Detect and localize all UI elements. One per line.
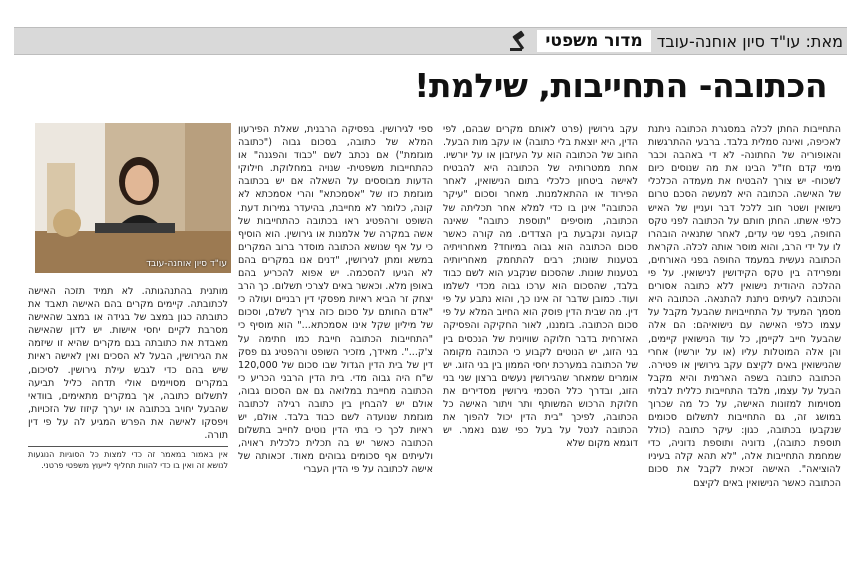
header-inner — [509, 28, 843, 54]
article-column-4-text: מותנית בהתנהגותה. לא תמיד תזכה האישה לכתובתה. קיימים מקרים בהם האישה תאבד את כתובתה כגון במצב של בגידה או במצב שהאישה מסרבת לקיים יחסי אישות. יש לדון שהאישה מאבדת את כתובתה בגם מקרים שהיא זו שיזמה את הגירושין, הבעל לא הסכים ואין לאישה ראיות שיש בהם כדי לגבש עילת גירושין. לסיכום, במקרים מסויימים אולי תדחה כליל תביעה לתשלום כתובה, אך במקרים מתאימים, בוודאי שהבעל יחויב בכתובה או יערך קיזוז של הזכויות, ויפסקו לאישה את הפרש המגיע לה על פי דין תורה. — [28, 286, 228, 442]
article-column-4 — [28, 285, 228, 565]
photo-caption: עו"ד סיון אוחנה-עובד — [146, 259, 227, 269]
section-header-bar — [14, 27, 847, 55]
legal-disclaimer: אין באמור במאמר זה כדי למצות כל הסוגיות הנוגעות לנושא זה ואין בו כדי להוות תחליף לייעוץ משפטי פרטני. — [28, 446, 228, 471]
article-column-3: ספי לגירושין. בפסיקה הרבנית, שאלת הפירעון המלא של כתובה, בסכום גבוה ("כתובה מוגזמת") אם נכתב לשם "כבוד והפגנה" או כהתחייבות משפטית- שנויה במחלוקת. חילוקי הדעות מבוססים על השאלה אם יש בכתובה מוגזמת כזו של "אסמכתא" והרי אסמכתא לא קונה, כלומר לא מחייבת, בהיעדר גמירות דעת. השופט ורהפטיג ראו בכתובה כהתחייבות של אשה במקרה של אלמנות או גירושין. הוא הוסיף כי על אף שנושא הכתובה מוסדר ברוב המקרים במשא ומתן לגירושין, "דנים אנו במקרים בהם לא הגיעו להסכמה. יש אפוא להכריע בהם באופן מלא. וכאשר באים לצרכי תשלום. כך הרב יצחק זר הביא ראיות מפסקי דין רבניים ועולה כי "אדם החותם על סכום כזה צריך לשלם, וסכום של מיליון שקל אינו אסמכתא..." הוא מוסיף כי "התחייבות הכתובה חייבת כמו חתימה על צ'ק...". מאידך, מזכיר השופט ורהפטיג גם פסק דין של בית הדין הגדול שבו סכום של 120,000 ש"ח היה גבוה מדי. בית הדין הרבני הכריע כי הכתובה מחייבת במלואה גם אם הסכום גבוה, אולם יש להבחין בין כתובה רגילה לכתובה מוגזמת שנועדה לשם כבוד בלבד. אולם, יש ראיות לכך כי בתי הדין נוטים לחייב בתשלום הכתובה כאשר יש בה תכלית כלכלית ראויה, ולעיתים אף סכומים גבוהים מאוד. זכאותה של אישה לכתובה על פי הדין העברי — [238, 124, 433, 476]
gavel-icon — [509, 30, 531, 52]
author-photo-illustration — [35, 123, 231, 273]
author-byline: מאת: עו"ד סיון אוחנה-עובד — [656, 31, 843, 51]
article-column-1: התחייבות החתן לכלה במסגרת הכתובה ניתנת לאכיפה, ואינה סמלית בלבד. ברבעי ההתרגשות והאופוריה של החתונה- לא די באהבה וכבר מימי קדם חז"ל הבינו את מה שנוסים כיום לשכוח- יש צורך להבטיח את מעמדה הכלכלי של האישה. הכתובה היא למעשה הסכם טרום נישואין ושטר חוב ללכל דבר ועניין של האיש כלפי אשתו. החתן חותם על הכתובה לפני טקס החופה, בפני שני עדים, לאחר שתנאיה הובהרו לו על ידי הרב, והוא מוסר אותה לכלה. הקראת הכתובה נעשית במעמד החופה בפני האורחים, ומפרידה בין טקס הקידושין לנישואין. על פי ההלכה היהודית נישואין ללא כתובה אסורים והכתובה לעיתים ניתנת להתנאה. הכתובה היא מסמך המעיד על התחייבויות שהבעל מקבל על עצמו כלפי האישה עם נישואיהם: הם אלה שהבעל חייב לקיימן, כל עוד הנישואין קיימים, והן אלה המוטלות עליו (או על יורשיו) אחרי שהנישואין באים לקיצם עקב גירושין או פטירה. הכתובה כתובה בשפה הארמית והיא מקבל הבעל על עצמו, מלבד התחייבות כללית לבלתי מסוימות למזונות האישה, על כל מה שכרוך במושג זה, גם התחייבות לתשלום סכומים שנקבעו בכתובה, כגון: עיקר כתובה (כולל תוספת כתובה), נדוניה ותוספת נדוניה, כדי שמחמת התחייבות אלה, "לא תהא קלה בעיניו להוציאה". האישה זכאית לקבל את סכום הכתובה כאשר הנישואין באים לקיצם — [648, 124, 841, 489]
article-headline: הכתובה- התחייבות, שילמת! — [414, 66, 827, 105]
article-column-2: עקב גירושין (פרט לאותם מקרים שבהם, לפי הדין, היא יוצאת בלי כתובה) או עקב מות הבעל. החוב של הכתובה הוא על העיזבון או על יורשיו. אחת ממטרותיה של הכתובה היא להבטיח לאישה ביטחון כלכלי בתום הנישואין, לאחר הפירוד או ההתאלמנות. מאחר וסכום "עיקר הכתובה" אינן בו כדי למלא אחר תכליתה של הכתובה, מוסיפים "תוספת כתובה" שאינה קבועה ונקבעת בין הצדדים. מה קורה כאשר סכום הכתובה הוא גבוה במיוחד? מאחרויתיה בטענות שונות; רבים להתחמק מאחריותיה בטענות שונות. שהסכום שנקבע הוא לשם כבוד בלבד, שהסכום הוא ערכו גבוה מכדי לשלמו ועוד. כמובן שדבר זה אינו כך, והוא נתבע על פי דין. מה שבית הדין פוסק הוא החיוב המלא על פי סכום הכתובה. בזמננו, לאור החקיקה והפסיקה האזרחית בדבר חלוקה שוויונית של הנכסים בין בני הזוג, יש הנוטים לקבוע כי הכתובה מקומה של הכתובה במערכת יחסי הממון בין בני הזוג. יש אומרים שמאחר שהגירושין נעשים ברצון שני בני הזוג, ובדרך כלל הסכמי גירושין מסדירים את חלוקת הרכוש המשותף ותר ויתור האישה כל הכתובה, לפיכך "בית הדין יכול להפוך את הכתובה לנטל על בעל כפי שגם נאמר. יש דוגמא מקום שלא — [443, 124, 638, 450]
author-photo — [35, 123, 231, 273]
section-title: מדור משפטי — [537, 30, 650, 52]
